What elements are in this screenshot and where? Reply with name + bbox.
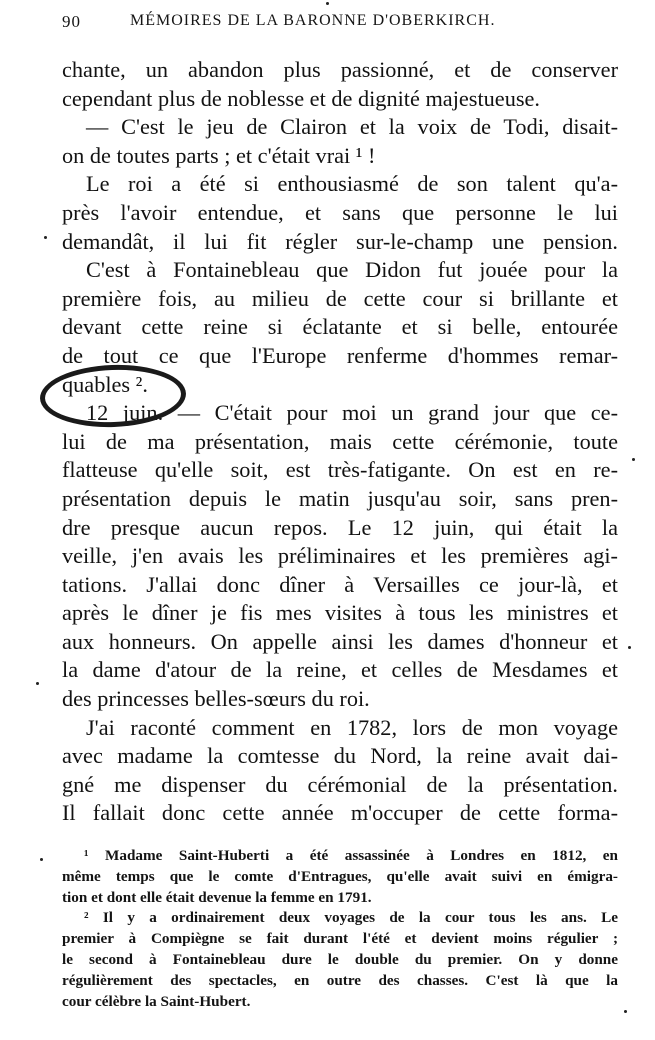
footnote-line: ² Il y a ordinairement deux voyages de la cour tous les ans. Le <box>84 909 618 927</box>
speck <box>632 458 635 461</box>
running-title: MÉMOIRES DE LA BARONNE D'OBERKIRCH. <box>130 12 496 29</box>
text-line: cependant plus de noblesse et de dignité majestueuse. <box>62 85 541 111</box>
speck <box>44 236 47 239</box>
text-line: avec madame la comtesse du Nord, la reine avait dai- <box>62 743 618 769</box>
text-line: quables ². <box>62 371 148 397</box>
page-number: 90 <box>62 12 81 31</box>
text-line: lui de ma présentation, mais cette cérémonie, toute <box>62 428 618 454</box>
text-line: veille, j'en avais les préliminaires et les premières agi- <box>62 543 618 569</box>
text-line: tations. J'allai donc dîner à Versailles ce jour-là, et <box>62 571 618 597</box>
text-line: première fois, au milieu de cette cour si brillante et <box>62 285 618 311</box>
footnote-line: premier à Compiègne se fait durant l'été et devient moins régulier ; <box>62 930 618 948</box>
text-line: dre presque aucun repos. Le 12 juin, qui était la <box>62 514 618 540</box>
text-line: Il fallait donc cette année m'occuper de cette forma- <box>62 800 618 826</box>
text-line: devant cette reine si éclatante et si belle, entourée <box>62 314 618 340</box>
text-line: J'ai raconté comment en 1782, lors de mon voyage <box>86 714 618 740</box>
footnote-line: régulièrement des spectacles, en outre des chasses. C'est là que la <box>62 971 618 989</box>
text-line: gné me dispenser du cérémonial de la présentation. <box>62 771 618 797</box>
speck <box>326 2 329 5</box>
footnote-line: tion et dont elle était devenue la femme en 1791. <box>62 888 372 906</box>
speck <box>36 682 39 685</box>
running-header <box>62 12 622 36</box>
text-line: chante, un abandon plus passionné, et de conserver <box>62 57 618 82</box>
footnote-line: même temps que le comte d'Entragues, qu'elle avait suivi en émigra- <box>62 867 618 885</box>
text-line: 12 juin. — C'était pour moi un grand jour que ce- <box>86 400 618 426</box>
text-line: la dame d'atour de la reine, et celles de Mesdames et <box>62 657 618 683</box>
text-line: des princesses belles-sœurs du roi. <box>62 686 370 712</box>
speck <box>40 858 43 861</box>
text-line: C'est à Fontainebleau que Didon fut jouée pour la <box>86 257 618 283</box>
text-line: de tout ce que l'Europe renferme d'hommes remar- <box>62 342 618 368</box>
text-line: après le dîner je fis mes visites à tous les ministres et <box>62 600 618 626</box>
text-line: flatteuse qu'elle soit, est très-fatigante. On est en re- <box>62 457 618 483</box>
footnotes <box>62 846 618 1012</box>
speck <box>624 1010 627 1013</box>
text-line: — C'est le jeu de Clairon et la voix de Todi, disait- <box>86 114 618 140</box>
text-line: Le roi a été si enthousiasmé de son talent qu'a- <box>86 171 618 197</box>
text-line: demandât, il lui fit régler sur-le-champ une pension. <box>62 228 618 254</box>
footnote-line: le second à Fontainebleau dure le double du premier. On y donne <box>62 950 618 968</box>
footnote-line: ¹ Madame Saint-Huberti a été assassinée à Londres en 1812, en <box>84 847 618 864</box>
main-text <box>62 56 618 828</box>
text-line: on de toutes parts ; et c'était vrai ¹ ! <box>62 142 376 168</box>
speck <box>628 646 631 649</box>
text-line: près l'avoir entendue, et sans que personne le lui <box>62 199 618 225</box>
footnote-line: cour célèbre la Saint-Hubert. <box>62 992 251 1010</box>
text-line: présentation depuis le matin jusqu'au soir, sans pren- <box>62 485 618 511</box>
text-line: aux honneurs. On appelle ainsi les dames d'honneur et <box>62 628 618 654</box>
